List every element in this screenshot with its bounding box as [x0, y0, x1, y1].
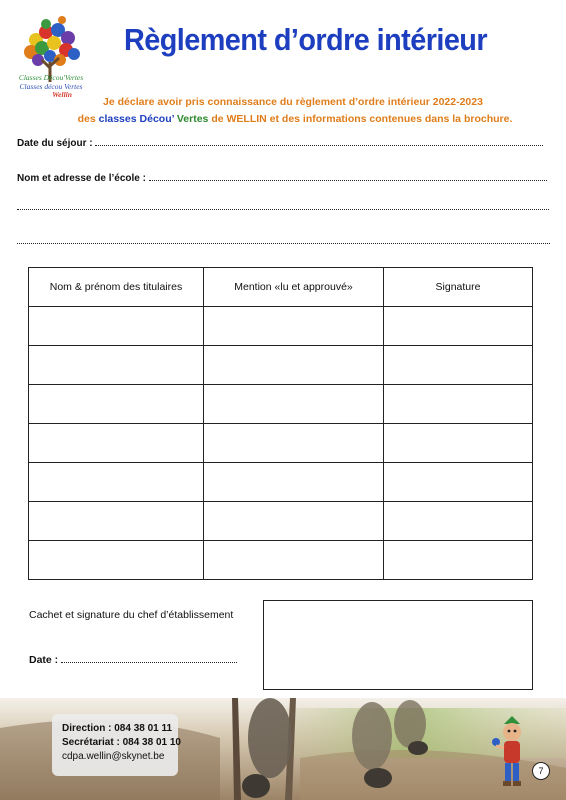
declaration-line-1: Je déclare avoir pris connaissance du règlement d’ordre intérieur 2022-2023: [103, 96, 483, 108]
table-row: [29, 307, 533, 346]
table-row: [29, 385, 533, 424]
cell-mention[interactable]: [204, 541, 384, 580]
cell-nom[interactable]: [29, 463, 204, 502]
cell-mention[interactable]: [204, 463, 384, 502]
nom-adresse-label: Nom et adresse de l’école :: [17, 173, 146, 184]
logo-line-2: Classes décou Vertes: [19, 81, 83, 91]
address-line-3[interactable]: [17, 243, 550, 244]
table-row: [29, 541, 533, 580]
contact-box: [52, 714, 181, 776]
table-header-row: [29, 268, 533, 307]
page-number: 7: [532, 762, 550, 780]
cell-mention[interactable]: [204, 307, 384, 346]
declaration-prefix: des: [77, 113, 99, 125]
cell-signature[interactable]: [384, 346, 533, 385]
cell-signature[interactable]: [384, 385, 533, 424]
cell-signature[interactable]: [384, 307, 533, 346]
date-sejour-field: [17, 137, 543, 149]
cachet-box[interactable]: [263, 600, 533, 690]
cell-nom[interactable]: [29, 502, 204, 541]
table-row: [29, 463, 533, 502]
table-row: [29, 346, 533, 385]
contact-direction: Direction : 084 38 01 11: [62, 723, 173, 734]
cell-signature[interactable]: [384, 463, 533, 502]
cell-nom[interactable]: [29, 385, 204, 424]
cell-signature[interactable]: [384, 541, 533, 580]
signature-table: [28, 267, 533, 580]
declaration-decou: Décou’: [139, 113, 174, 125]
nom-adresse-input[interactable]: [149, 172, 547, 181]
address-line-2[interactable]: [17, 209, 549, 210]
cell-mention[interactable]: [204, 385, 384, 424]
mascot-icon: [490, 714, 530, 794]
cachet-date-field: [29, 654, 237, 666]
cell-mention[interactable]: [204, 424, 384, 463]
cell-nom[interactable]: [29, 307, 204, 346]
footer-photo: [0, 698, 566, 800]
contact-secretariat: Secrétariat : 084 38 01 10: [62, 737, 181, 748]
declaration-suffix: de WELLIN et des informations contenues dans la brochure.: [208, 113, 513, 125]
cell-nom[interactable]: [29, 424, 204, 463]
cell-nom[interactable]: [29, 541, 204, 580]
cell-nom[interactable]: [29, 346, 204, 385]
cell-mention[interactable]: [204, 346, 384, 385]
header-signature: Signature: [384, 268, 533, 307]
contact-email[interactable]: cdpa.wellin@skynet.be: [62, 751, 165, 762]
cachet-date-label: Date :: [29, 654, 59, 666]
cell-signature[interactable]: [384, 502, 533, 541]
nom-adresse-field: [17, 172, 547, 184]
declaration-vertes: Vertes: [176, 113, 209, 125]
logo-line-3: Wellin: [52, 90, 72, 99]
table-row: [29, 502, 533, 541]
page-title: Règlement d’ordre intérieur: [124, 22, 488, 57]
date-sejour-input[interactable]: [95, 137, 543, 146]
cell-mention[interactable]: [204, 502, 384, 541]
header-nom: Nom & prénom des titulaires: [29, 268, 204, 307]
cachet-date-input[interactable]: [61, 654, 237, 663]
header-mention: Mention «lu et approuvé»: [204, 268, 384, 307]
logo-line-1: Classes Décou'Vertes: [18, 73, 84, 82]
table-row: [29, 424, 533, 463]
declaration-line-2: [12, 113, 566, 125]
declaration-classes: classes: [98, 113, 137, 125]
cachet-label: Cachet et signature du chef d’établissement: [29, 609, 234, 621]
date-sejour-label: Date du séjour :: [17, 138, 93, 149]
cell-signature[interactable]: [384, 424, 533, 463]
